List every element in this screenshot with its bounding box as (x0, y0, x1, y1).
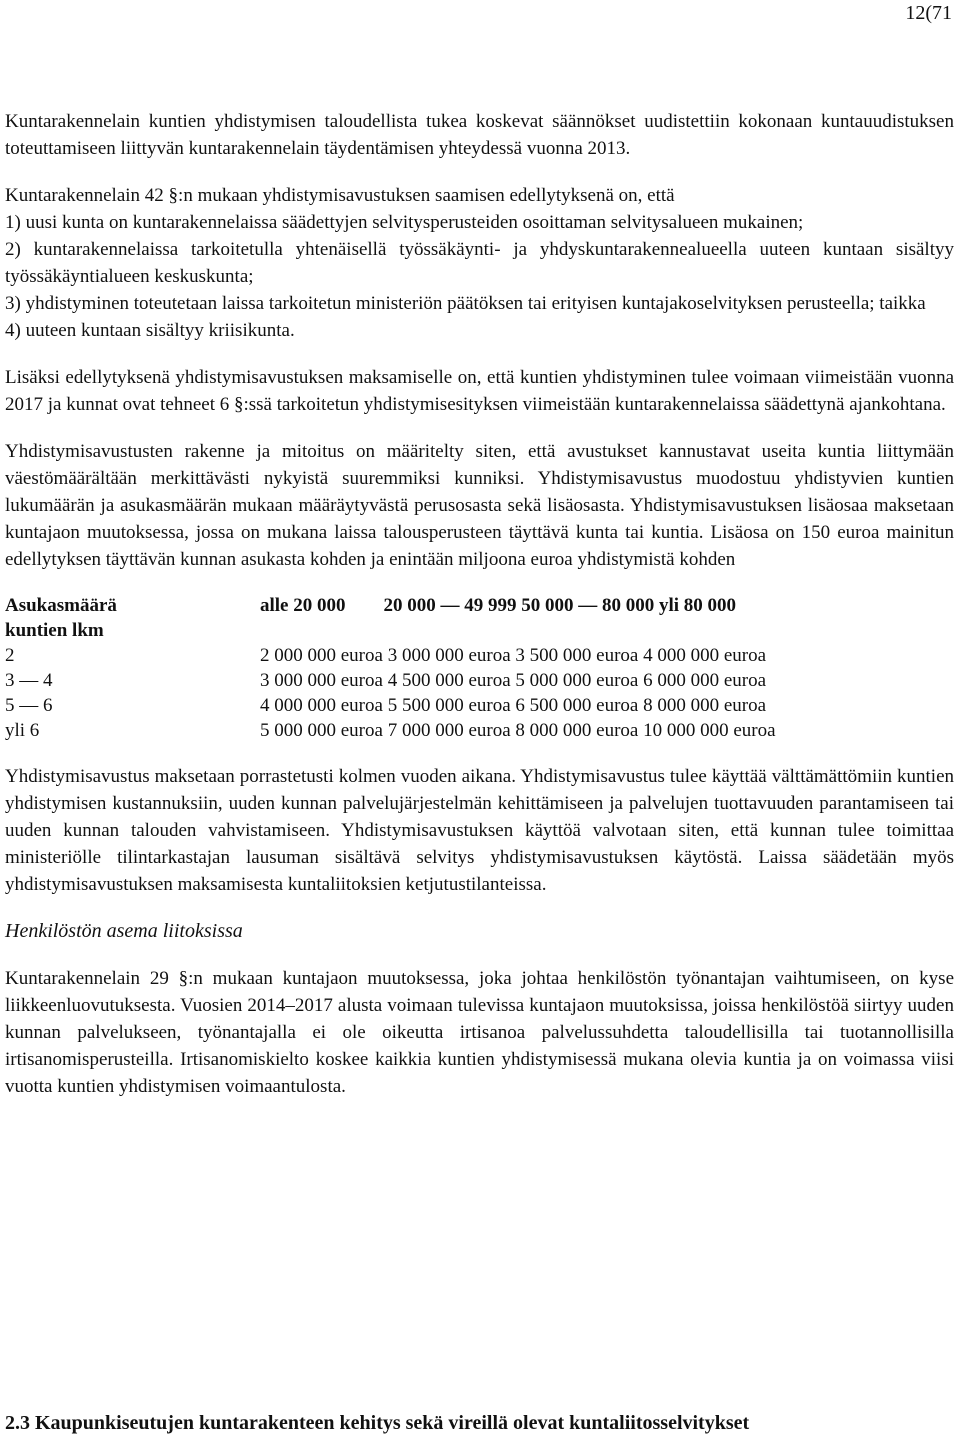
table-header-row-2 (5, 618, 954, 643)
table-row (5, 643, 954, 668)
table-row-values: 5 000 000 euroa 7 000 000 euroa 8 000 000 euroa 10 000 000 euroa (260, 720, 776, 741)
subheading-staff: Henkilöstön asema liitoksissa (5, 920, 243, 942)
table-header-label: Asukasmäärä (5, 595, 117, 616)
document-body (5, 108, 954, 1100)
table-row-values: 4 000 000 euroa 5 500 000 euroa 6 500 000 euroa 8 000 000 euroa (260, 695, 767, 716)
table-row (5, 718, 954, 743)
paragraph-intro: Kuntarakennelain kuntien yhdistymisen taloudellista tukea koskevat säännökset uudistettiin kokonaan kuntauudistuksen toteuttamiseen liittyvän kuntarakennelain täydentämisen yhteydessä vuonna 2013. (5, 111, 954, 159)
table-row-values: 3 000 000 euroa 4 500 000 euroa 5 000 000 euroa 6 000 000 euroa (260, 670, 767, 691)
table-header-label-2: kuntien lkm (5, 620, 104, 641)
table-row (5, 668, 954, 693)
condition-item-1: 1) uusi kunta on kuntarakennelaissa säädettyjen selvitysperusteiden osoittaman selvitysalueen mukainen; (5, 212, 804, 233)
paragraph-grant-structure: Yhdistymisavustusten rakenne ja mitoitus on määritelty siten, että avustukset kannustavat useita kuntia liittymään väestömäärältään merkittävästi nykyistä suuremmiksi kunniksi. Yhdistymisavustus muodostuu yhdistyvien kuntien lukumäärän ja asukasmäärän mukaan määräytyvästä perusosasta sekä lisäosasta. Yhdistymisavustuksen lisäosaa maksetaan kuntajaon muutoksessa, jossa on mukana laissa talousperusteen täyttävä kunta tai kuntia. Lisäosa on 150 euroa mainitun edellytyksen täyttävän kunnan asukasta kohden ja enintään miljoona euroa yhdistymistä kohden (5, 441, 954, 570)
paragraph-staff-protection: Kuntarakennelain 29 §:n mukaan kuntajaon muutoksessa, joka johtaa henkilöstön työnantajan vaihtumiseen, on kyse liikkeenluovutuksesta. Vuosien 2014–2017 alusta voimaan tulevissa kuntajaon muutoksissa, joissa henkilöstöä siirtyy uuden kunnan palvelukseen, työnantajalla ei ole oikeutta irtisanoa palvelussuhdetta taloudellisilla tai tuotannollisilla irtisanomisperusteilla. Irtisanomiskielto koskee kaikkia kuntien yhdistymisessä mukana olevia kuntia ja on voimassa viisi vuotta kuntien yhdistymisen voimaantulosta. (5, 968, 954, 1097)
page-number: 12(71 (905, 2, 952, 24)
paragraph-conditions-intro: Kuntarakennelain 42 §:n mukaan yhdistymisavustuksen saamisen edellytyksenä on, että (5, 185, 675, 206)
grant-table (5, 593, 954, 743)
table-row-label: 5 — 6 (5, 695, 53, 716)
condition-item-2: 2) kuntarakennelaissa tarkoitetulla yhtenäisellä työssäkäynti- ja yhdyskuntarakennealueella uuteen kuntaan sisältyy työssäkäyntialueen keskuskunta; (5, 239, 954, 287)
paragraph-payment-conditions: Lisäksi edellytyksenä yhdistymisavustuksen maksamiselle on, että kuntien yhdistyminen tulee voimaan viimeistään vuonna 2017 ja kunnat ovat tehneet 6 §:ssä tarkoitetun yhdistymisesityksen viimeistään kuntarakennelaissa säädettynä ajankohtana. (5, 367, 954, 415)
table-row-label: 2 (5, 645, 15, 666)
section-heading: 2.3 Kaupunkiseutujen kuntarakenteen kehitys sekä vireillä olevat kuntaliitosselvitykset (5, 1412, 750, 1434)
table-row-label: yli 6 (5, 720, 40, 741)
condition-item-3: 3) yhdistyminen toteutetaan laissa tarkoitetun ministeriön päätöksen tai erityisen kuntajakoselvityksen perusteella; taikka (5, 293, 926, 314)
paragraph-payment-schedule: Yhdistymisavustus maksetaan porrastetusti kolmen vuoden aikana. Yhdistymisavustus tulee käyttää välttämättömiin kuntien yhdistymisen kustannuksiin, uuden kunnan palvelujärjestelmän kehittämiseen ja palvelujen tuottavuuden parantamiseen tai uuden kunnan talouden vahvistamiseen. Yhdistymisavustuksen käyttöä valvotaan siten, että kunnan tulee toimittaa ministeriölle tilintarkastajan lausuman sisältävä selvitys yhdistymisavustuksen käytöstä. Laissa säädetään myös yhdistymisavustuksen maksamisesta kuntaliitoksien ketjutustilanteissa. (5, 766, 954, 895)
table-header-row (5, 593, 954, 618)
condition-item-4: 4) uuteen kuntaan sisältyy kriisikunta. (5, 320, 295, 341)
table-row-values: 2 000 000 euroa 3 000 000 euroa 3 500 000 euroa 4 000 000 euroa (260, 645, 767, 666)
table-row (5, 693, 954, 718)
table-header-columns: alle 20 000 20 000 — 49 999 50 000 — 80 000 yli 80 000 (260, 595, 737, 616)
table-row-label: 3 — 4 (5, 670, 53, 691)
